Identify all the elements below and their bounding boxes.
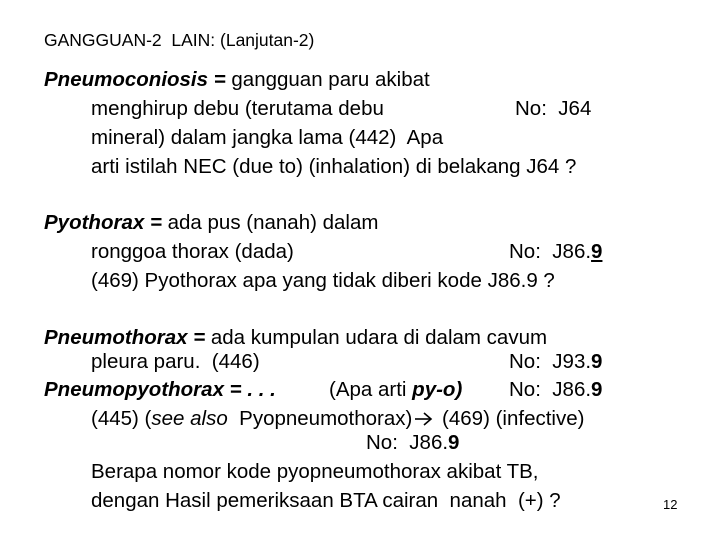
pneumothorax-definition: ada kumpulan udara di dalam cavum (205, 326, 548, 349)
pneumoconiosis-line-1 (44, 68, 430, 92)
pyothorax-line-1 (44, 211, 378, 235)
pneumopyothorax-line-2 (91, 407, 584, 431)
pneumoconiosis-term: Pneumoconiosis = (44, 68, 226, 91)
pneumothorax-term: Pneumothorax = (44, 326, 206, 349)
pyothorax-term: Pyothorax = (44, 211, 162, 234)
arrow-right-icon (414, 411, 434, 427)
pneumoconiosis-line-2: menghirup debu (terutama debu (91, 97, 384, 120)
pyothorax-code-prefix: No: J86. (509, 240, 592, 263)
pyothorax-code (509, 240, 602, 264)
pneumopyothorax-line3-code-prefix: No: J86. (366, 431, 449, 454)
pneumopyothorax-line-3-code (366, 431, 459, 455)
pneumopyothorax-line2-prefix: (445) ( (91, 407, 152, 430)
pneumopyothorax-line2-middle: Pyopneumothorax) (227, 407, 413, 430)
pneumopyothorax-note-ital: py-o) (412, 378, 463, 401)
pneumothorax-line-2: pleura paru. (446) (91, 350, 260, 373)
pneumoconiosis-definition: gangguan paru akibat (225, 68, 430, 91)
pneumoconiosis-line-3: mineral) dalam jangka lama (442) Apa (91, 126, 444, 149)
pneumoconiosis-code: No: J64 (515, 97, 592, 120)
pneumopyothorax-term-text: Pneumopyothorax = . . . (44, 378, 276, 401)
pneumopyothorax-term (44, 378, 276, 402)
pyothorax-definition: ada pus (nanah) dalam (161, 211, 379, 234)
pneumothorax-line-1 (44, 326, 547, 350)
slide-title: GANGGUAN-2 LAIN: (Lanjutan-2) (44, 30, 315, 50)
pneumopyothorax-code-prefix: No: J86. (509, 378, 592, 401)
pneumoconiosis-line-4: arti istilah NEC (due to) (inhalation) di belakang J64 ? (91, 155, 577, 178)
pneumothorax-code-prefix: No: J93. (509, 350, 592, 373)
pneumopyothorax-question-2: dengan Hasil pemeriksaan BTA cairan nanah (+) ? (91, 489, 561, 512)
pneumothorax-code (509, 350, 602, 374)
pneumopyothorax-line3-code-suffix: 9 (448, 431, 460, 454)
pneumopyothorax-note-prefix: (Apa arti (329, 378, 413, 401)
pneumopyothorax-note (329, 378, 462, 402)
pyothorax-code-suffix: 9 (591, 240, 603, 263)
pneumopyothorax-question-1: Berapa nomor kode pyopneumothorax akibat TB, (91, 460, 539, 483)
pneumopyothorax-code-suffix: 9 (591, 378, 603, 401)
pneumopyothorax-code (509, 378, 602, 402)
page-number: 12 (663, 497, 678, 512)
pneumopyothorax-line2-suffix: (469) (infective) (436, 407, 585, 430)
pneumopyothorax-see-also: see also (151, 407, 228, 430)
pyothorax-line-2: ronggoa thorax (dada) (91, 240, 294, 263)
pyothorax-line-3: (469) Pyothorax apa yang tidak diberi kode J86.9 ? (91, 269, 555, 292)
pneumothorax-code-suffix: 9 (591, 350, 603, 373)
